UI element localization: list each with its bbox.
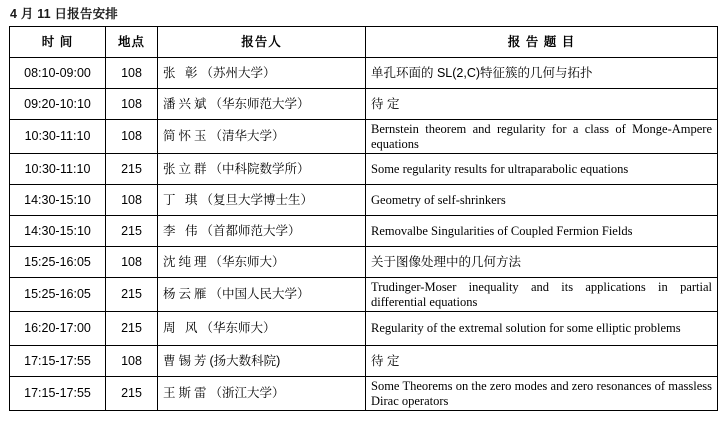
cell-speaker xyxy=(158,58,366,89)
page-title: 4 月 11 日报告安排 xyxy=(10,7,118,21)
cell-time: 15:25-16:05 xyxy=(10,247,106,278)
cell-speaker xyxy=(158,346,366,377)
cell-room: 215 xyxy=(106,278,158,312)
cell-talk-title: Trudinger-Moser inequality and its applications in partial differential equations xyxy=(366,278,718,312)
speaker-affiliation: （华东师大） xyxy=(209,254,285,269)
speaker-name: 沈纯理 xyxy=(163,254,210,269)
table-row xyxy=(10,346,718,377)
cell-room: 108 xyxy=(106,120,158,154)
cell-time: 17:15-17:55 xyxy=(10,377,106,411)
speaker-affiliation: （复旦大学博士生） xyxy=(200,192,313,207)
cell-time: 16:20-17:00 xyxy=(10,312,106,346)
table-row xyxy=(10,89,718,120)
speaker-affiliation: （苏州大学） xyxy=(200,65,276,80)
column-header-room: 地点 xyxy=(106,27,158,58)
cell-talk-title: 待 定 xyxy=(366,346,718,377)
speaker-name: 张立群 xyxy=(163,161,210,176)
speaker-affiliation: （首都师范大学） xyxy=(200,223,301,238)
cell-talk-title: Some Theorems on the zero modes and zero resonances of massless Dirac operators xyxy=(366,377,718,411)
cell-time: 15:25-16:05 xyxy=(10,278,106,312)
cell-time: 17:15-17:55 xyxy=(10,346,106,377)
speaker-affiliation: (扬大数科院) xyxy=(209,353,281,368)
speaker-name: 杨云雁 xyxy=(163,287,210,302)
table-body xyxy=(10,58,718,411)
table-row xyxy=(10,185,718,216)
cell-speaker xyxy=(158,312,366,346)
cell-speaker xyxy=(158,185,366,216)
cell-room: 108 xyxy=(106,58,158,89)
cell-room: 108 xyxy=(106,89,158,120)
cell-time: 14:30-15:10 xyxy=(10,216,106,247)
cell-speaker xyxy=(158,278,366,312)
cell-time: 14:30-15:10 xyxy=(10,185,106,216)
table-header xyxy=(10,27,718,58)
cell-room: 108 xyxy=(106,247,158,278)
cell-room: 108 xyxy=(106,185,158,216)
table-row xyxy=(10,278,718,312)
speaker-name: 简怀玉 xyxy=(163,129,210,144)
cell-talk-title: 待 定 xyxy=(366,89,718,120)
speaker-name: 王斯雷 xyxy=(163,386,210,401)
table-row xyxy=(10,216,718,247)
speaker-name: 李 伟 xyxy=(163,223,201,238)
cell-room: 215 xyxy=(106,154,158,185)
speaker-affiliation: （清华大学） xyxy=(209,129,285,144)
schedule-table xyxy=(9,26,718,411)
cell-talk-title: Geometry of self-shrinkers xyxy=(366,185,718,216)
cell-speaker xyxy=(158,154,366,185)
cell-talk-title: Regularity of the extremal solution for some elliptic problems xyxy=(366,312,718,346)
table-row xyxy=(10,247,718,278)
speaker-name: 丁 琪 xyxy=(163,192,201,207)
cell-time: 10:30-11:10 xyxy=(10,154,106,185)
speaker-affiliation: （华东师大） xyxy=(200,321,276,336)
speaker-affiliation: （中国人民大学） xyxy=(209,287,310,302)
speaker-name: 周 风 xyxy=(163,321,201,336)
cell-room: 215 xyxy=(106,216,158,247)
column-header-speaker: 报告人 xyxy=(158,27,366,58)
speaker-name: 潘兴斌 xyxy=(163,96,210,111)
speaker-affiliation: （中科院数学所） xyxy=(209,161,310,176)
cell-time: 10:30-11:10 xyxy=(10,120,106,154)
column-header-time: 时 间 xyxy=(10,27,106,58)
table-row xyxy=(10,58,718,89)
cell-talk-title: Some regularity results for ultraparabolic equations xyxy=(366,154,718,185)
speaker-affiliation: （华东师范大学） xyxy=(209,96,310,111)
speaker-name: 曹锡芳 xyxy=(163,353,210,368)
speaker-affiliation: （浙江大学） xyxy=(209,386,285,401)
table-header-row xyxy=(10,27,718,58)
table-row xyxy=(10,154,718,185)
cell-speaker xyxy=(158,247,366,278)
cell-talk-title: Bernstein theorem and regularity for a class of Monge-Ampere equations xyxy=(366,120,718,154)
cell-time: 08:10-09:00 xyxy=(10,58,106,89)
cell-room: 108 xyxy=(106,346,158,377)
table-row xyxy=(10,377,718,411)
cell-room: 215 xyxy=(106,377,158,411)
cell-speaker xyxy=(158,120,366,154)
table-row xyxy=(10,120,718,154)
speaker-name: 张 彰 xyxy=(163,65,201,80)
cell-room: 215 xyxy=(106,312,158,346)
cell-talk-title: 关于图像处理中的几何方法 xyxy=(366,247,718,278)
table-row xyxy=(10,312,718,346)
cell-speaker xyxy=(158,89,366,120)
column-header-title: 报 告 题 目 xyxy=(366,27,718,58)
cell-talk-title: 单孔环面的 SL(2,C)特征簇的几何与拓扑 xyxy=(366,58,718,89)
cell-speaker xyxy=(158,216,366,247)
cell-talk-title: Removalbe Singularities of Coupled Fermion Fields xyxy=(366,216,718,247)
cell-time: 09:20-10:10 xyxy=(10,89,106,120)
cell-speaker xyxy=(158,377,366,411)
